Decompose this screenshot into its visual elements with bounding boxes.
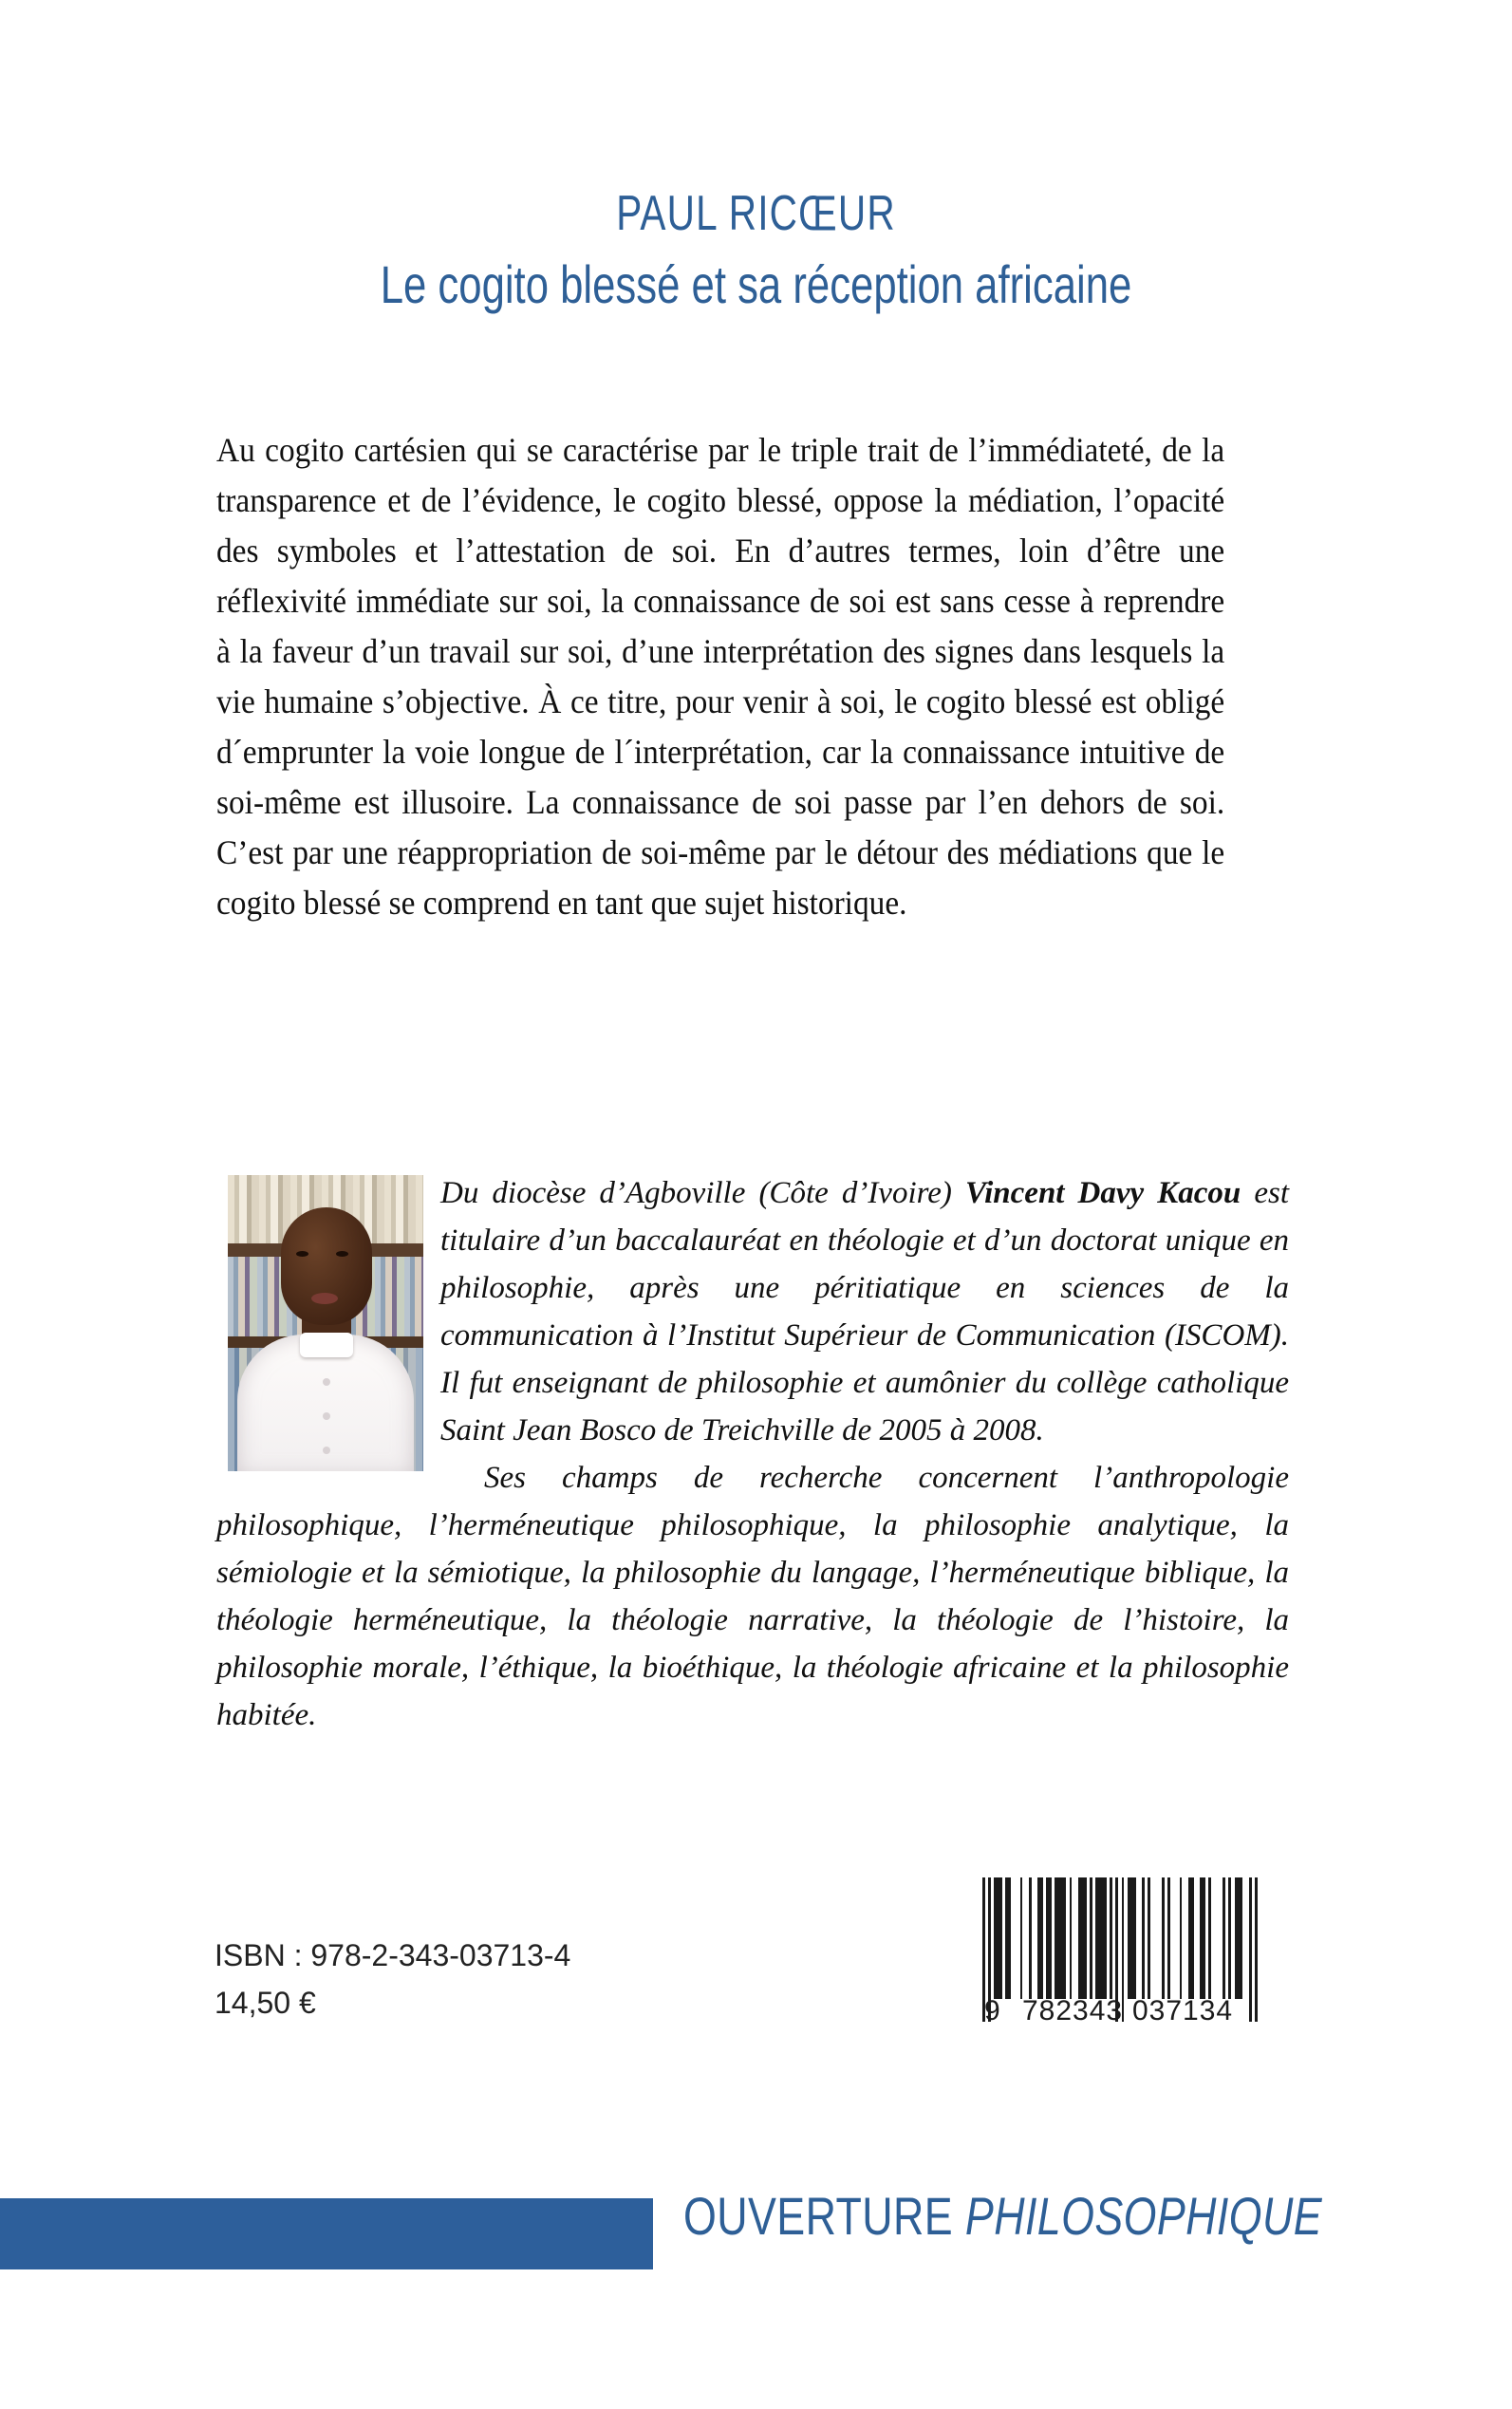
blurb-paragraph: Au cogito cartésien qui se caractérise par le triple trait de l’immédiateté, de la transparence et de l’évidence, le cogito blessé, oppose la médiation, l’opacité des symboles et l’attestation de soi. En d’autres termes, loin d’être une réflexivité immédiate sur soi, la connaissance de soi est sans cesse à reprendre à la faveur d’un travail sur soi, d’une interprétation des signes dans lesquels la vie humaine s’objective. À ce titre, pour venir à soi, le cogito blessé est obligé d´emprunter la voie longue de l´interprétation, car la connaissance intuitive de soi-même est illusoire. La connaissance de soi passe par l’en dehors de soi. C’est par une réappropriation de soi-même par le détour des médiations que le cogito blessé se comprend en tant que sujet historique. xyxy=(216,431,1225,922)
bio-paragraph-2: Ses champs de recherche concernent l’anthropologie philosophique, l’herméneutique philosophique, la philosophie analytique, la sémiologie et la sémiotique, la philosophie du langage, l’herméneutique biblique, la théologie herméneutique, la théologie narrative, la théologie de l’histoire, la philosophie morale, l’éthique, la bioéthique, la théologie africaine et la philosophie habitée. xyxy=(216,1461,1289,1732)
barcode-bar xyxy=(1055,1877,1066,1999)
barcode-bar xyxy=(1142,1877,1145,1999)
eye-right xyxy=(336,1251,348,1257)
barcode-bar xyxy=(1235,1877,1243,1999)
author-name: Vincent Davy Kacou xyxy=(964,1176,1241,1210)
collection-word-ouverture: OUVERTURE xyxy=(683,2186,954,2246)
barcode-bar xyxy=(1046,1877,1052,1999)
page-title-author: PAUL RICŒUR xyxy=(616,186,896,241)
page-title-subtitle: Le cogito blessé et sa réception africaine xyxy=(380,253,1132,314)
barcode-bar xyxy=(1223,1877,1225,1999)
barcode-bar xyxy=(1090,1877,1092,1999)
barcode-bar xyxy=(1180,1877,1183,1999)
barcode-bar xyxy=(1110,1877,1112,1999)
book-blurb xyxy=(216,425,1224,928)
cassock-button xyxy=(323,1447,330,1454)
cassock-button xyxy=(323,1378,330,1386)
barcode-bar xyxy=(1148,1877,1150,1999)
collection-color-bar xyxy=(0,2198,653,2269)
barcode-bar xyxy=(1095,1877,1107,1999)
bio-text-before-name: Du diocèse d’Agboville (Côte d’Ivoire) xyxy=(440,1176,965,1210)
isbn-number: ISBN : 978-2-343-03713-4 xyxy=(215,1938,571,1972)
eye-left xyxy=(296,1251,308,1257)
barcode-bar xyxy=(1037,1877,1043,1999)
barcode-bar xyxy=(1005,1877,1011,1999)
barcode-digit-group-1: 782343 xyxy=(1022,1995,1124,2026)
clerical-collar xyxy=(300,1333,353,1357)
collection-name xyxy=(683,2185,1322,2247)
barcode-bar xyxy=(994,1877,1002,1999)
barcode-digits xyxy=(982,1995,1258,2033)
barcode-bar xyxy=(1128,1877,1136,1999)
barcode-bar xyxy=(1228,1877,1231,1999)
barcode-bar xyxy=(1029,1877,1032,1999)
author-photo xyxy=(228,1175,423,1471)
price: 14,50 € xyxy=(215,1986,316,2020)
cassock-button xyxy=(323,1412,330,1420)
bio-text-after-name: est titulaire d’un baccalauréat en théologie et d’un doctorat unique en philosophie, après une péritiatique en sciences de la communication à l’Institut Supérieur de Communication (ISCOM). Il fut enseignant de philosophie et aumônier du collège catholique Saint Jean Bosco de Treichville de 2005 à 2008. xyxy=(440,1176,1289,1447)
barcode-bar xyxy=(1020,1877,1023,1999)
barcode-bar xyxy=(1167,1877,1170,1999)
barcode-bar xyxy=(1200,1877,1205,1999)
isbn-block xyxy=(215,1932,570,2026)
collection-word-philosophique: PHILOSOPHIQUE xyxy=(964,2186,1323,2246)
title-block xyxy=(0,188,1512,316)
mouth xyxy=(311,1293,338,1304)
barcode-bar xyxy=(1162,1877,1165,1999)
barcode-bar xyxy=(1070,1877,1073,1999)
author-bio xyxy=(216,1169,1289,1739)
barcode-bar xyxy=(1078,1877,1087,1999)
collection-space xyxy=(953,2186,965,2246)
barcode-digit-left: 9 xyxy=(984,1995,1001,2026)
barcode-bar xyxy=(1188,1877,1194,1999)
head xyxy=(281,1207,372,1325)
barcode-bar xyxy=(1208,1877,1211,1999)
ean13-barcode xyxy=(982,1877,1258,2058)
barcode-digit-group-2: 037134 xyxy=(1132,1995,1234,2026)
